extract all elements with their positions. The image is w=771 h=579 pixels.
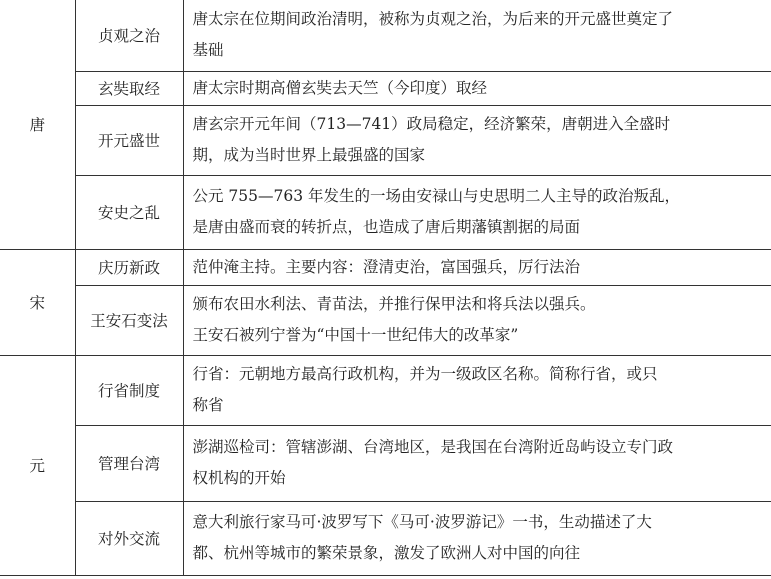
event-description: 颁布农田水利法、青苗法，并推行保甲法和将兵法以强兵。 王安石被列宁誉为“中国十一世纪伟大的改革家”	[183, 285, 771, 355]
event-name: 玄奘取经	[75, 71, 183, 105]
dynasty-cell-yuan: 元	[0, 355, 75, 575]
event-description: 唐太宗在位期间政治清明，被称为贞观之治，为后来的开元盛世奠定了 基础	[183, 0, 771, 71]
event-name: 庆历新政	[75, 249, 183, 285]
table-row	[0, 249, 771, 285]
event-name: 王安石变法	[75, 285, 183, 355]
table-row	[0, 175, 771, 249]
table-row	[0, 71, 771, 105]
table-row	[0, 105, 771, 175]
event-description: 唐太宗时期高僧玄奘去天竺（今印度）取经	[183, 71, 771, 105]
event-description: 唐玄宗开元年间（713—741）政局稳定，经济繁荣，唐朝进入全盛时 期，成为当时世界上最强盛的国家	[183, 105, 771, 175]
dynasty-cell-tang: 唐	[0, 0, 75, 249]
table-row	[0, 285, 771, 355]
event-description: 行省：元朝地方最高行政机构，并为一级政区名称。简称行省，或只 称省	[183, 355, 771, 425]
event-description: 意大利旅行家马可·波罗写下《马可·波罗游记》一书，生动描述了大 都、杭州等城市的繁荣景象，激发了欧洲人对中国的向往	[183, 501, 771, 575]
table-row	[0, 501, 771, 575]
event-description: 公元 755—763 年发生的一场由安禄山与史思明二人主导的政治叛乱， 是唐由盛而衰的转折点，也造成了唐后期藩镇割据的局面	[183, 175, 771, 249]
dynasty-cell-song: 宋	[0, 249, 75, 355]
table-row	[0, 425, 771, 501]
event-name: 安史之乱	[75, 175, 183, 249]
event-description: 范仲淹主持。主要内容：澄清吏治，富国强兵，厉行法治	[183, 249, 771, 285]
table-row	[0, 0, 771, 71]
event-name: 管理台湾	[75, 425, 183, 501]
event-name: 贞观之治	[75, 0, 183, 71]
event-description: 澎湖巡检司：管辖澎湖、台湾地区，是我国在台湾附近岛屿设立专门政 权机构的开始	[183, 425, 771, 501]
table-row	[0, 355, 771, 425]
event-name: 开元盛世	[75, 105, 183, 175]
event-name: 行省制度	[75, 355, 183, 425]
event-name: 对外交流	[75, 501, 183, 575]
